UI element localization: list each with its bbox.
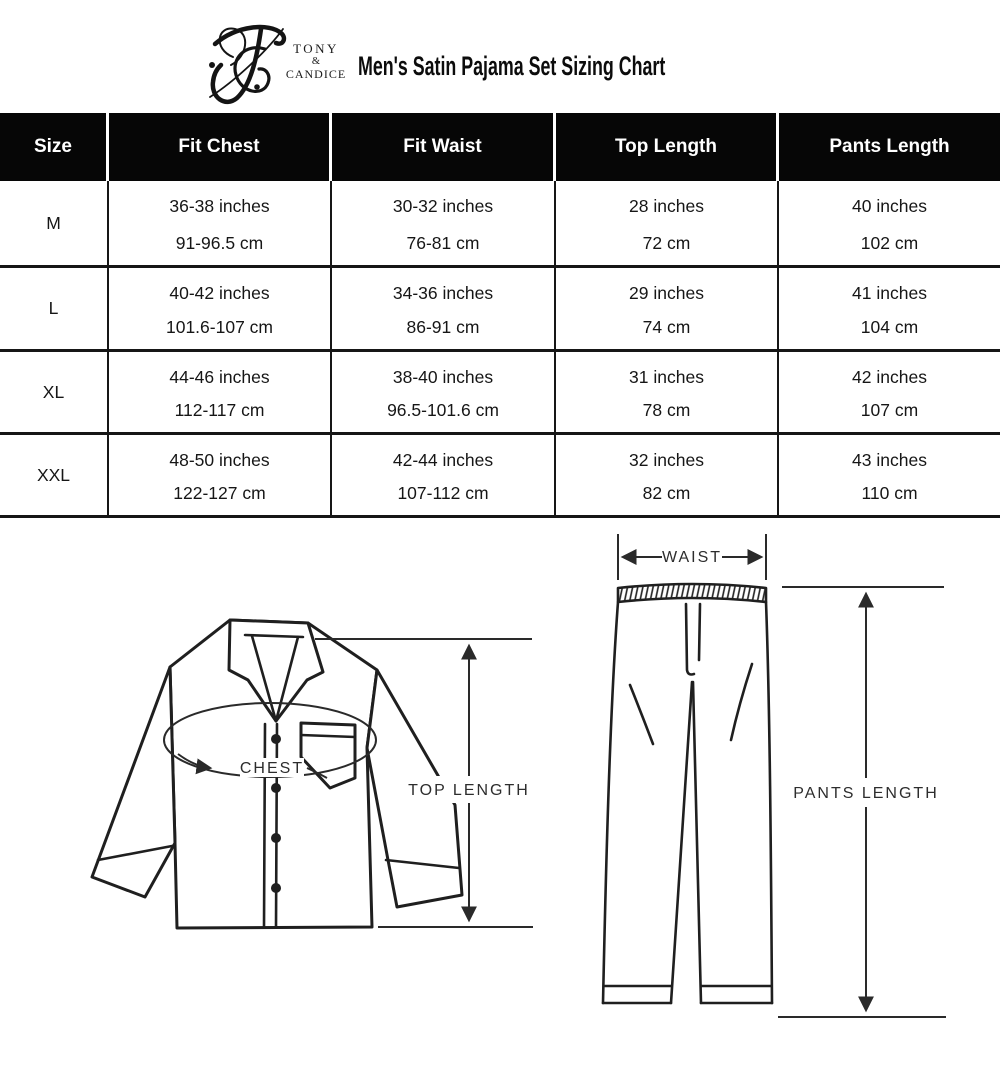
page-title: Men's Satin Pajama Set Sizing Chart: [358, 51, 666, 81]
col-header-top-length: Top Length: [556, 113, 779, 181]
value-inches: 30-32 inches: [392, 196, 494, 216]
value-cm: 112-117 cm: [174, 400, 265, 420]
value-inches: 40-42 inches: [169, 283, 270, 303]
value-cm: 82 cm: [642, 483, 691, 503]
cell-fit-waist: [332, 352, 556, 432]
shirt-left-sleeve: [92, 667, 175, 897]
cell-size: XXL: [0, 435, 109, 515]
right-leg-outer: [766, 602, 772, 1003]
value-inches: 32 inches: [629, 450, 704, 470]
value-cm: 122-127 cm: [173, 483, 266, 503]
col-header-size: Size: [0, 113, 109, 181]
value-cm: 107 cm: [860, 400, 919, 420]
value-cm: 96.5-101.6 cm: [387, 400, 499, 420]
fly-line-left: [686, 604, 694, 675]
value-inches: 34-36 inches: [392, 283, 494, 303]
value-inches: 40 inches: [852, 196, 927, 216]
table-row: [0, 435, 1000, 518]
left-leg-inner: [671, 682, 692, 1003]
brand-name: [284, 42, 348, 80]
right-leg-inner: [693, 682, 701, 1003]
value-cm: 72 cm: [642, 233, 691, 253]
cell-top-length: [556, 435, 779, 515]
size-table: [0, 113, 1000, 518]
cell-fit-waist: [332, 181, 556, 265]
brand-line-amp: &: [311, 55, 321, 67]
pants-length-label: PANTS LENGTH: [793, 785, 939, 802]
value-inches: 28 inches: [629, 196, 704, 216]
value-inches: 38-40 inches: [392, 367, 494, 387]
pajama-top-diagram: [60, 560, 540, 980]
value-inches: 36-38 inches: [169, 196, 270, 216]
right-crease-line: [731, 664, 752, 740]
value-cm: 86-91 cm: [406, 317, 480, 337]
table-row: [0, 352, 1000, 435]
table-row: [0, 268, 1000, 352]
fly-line-right: [699, 604, 700, 660]
value-inches: 44-46 inches: [169, 367, 270, 387]
cell-size: L: [0, 268, 109, 349]
top-length-label: TOP LENGTH: [408, 782, 530, 799]
left-crease-line: [630, 685, 653, 744]
value-inches: 48-50 inches: [169, 450, 270, 470]
cell-top-length: [556, 352, 779, 432]
cell-pants-length: [779, 435, 1000, 515]
cell-fit-waist: [332, 435, 556, 515]
left-leg-outer: [603, 602, 618, 1003]
placket-line-right: [276, 724, 277, 927]
value-inches: 31 inches: [629, 367, 704, 387]
pajama-pants-diagram: [540, 530, 1000, 1067]
cell-pants-length: [779, 268, 1000, 349]
cell-fit-chest: [109, 435, 332, 515]
value-cm: 78 cm: [642, 400, 691, 420]
placket-line-left: [264, 724, 265, 927]
table-row: [0, 181, 1000, 268]
cell-top-length: [556, 268, 779, 349]
waist-label: WAIST: [661, 549, 723, 566]
col-header-fit-waist: Fit Waist: [332, 113, 556, 181]
value-inches: 29 inches: [629, 283, 704, 303]
brand-line-candice: CANDICE: [285, 66, 347, 81]
value-inches: 41 inches: [852, 283, 927, 303]
cell-pants-length: [779, 181, 1000, 265]
pants-waistband: [618, 584, 766, 602]
value-inches: 42 inches: [852, 367, 927, 387]
chest-label: CHEST: [239, 760, 305, 777]
value-cm: 91-96.5 cm: [175, 233, 264, 253]
value-inches: 43 inches: [852, 450, 927, 470]
cell-fit-chest: [109, 352, 332, 432]
col-header-fit-chest: Fit Chest: [109, 113, 332, 181]
value-cm: 101.6-107 cm: [165, 317, 273, 337]
brand-line-tony: TONY: [293, 41, 339, 56]
cell-pants-length: [779, 352, 1000, 432]
brand-monogram-icon: [203, 17, 288, 105]
value-cm: 74 cm: [642, 317, 691, 337]
cell-top-length: [556, 181, 779, 265]
value-inches: 42-44 inches: [392, 450, 494, 470]
table-header-row: [0, 113, 1000, 181]
value-cm: 104 cm: [860, 317, 919, 337]
value-cm: 110 cm: [861, 483, 918, 503]
value-cm: 107-112 cm: [397, 483, 489, 503]
cell-size: M: [0, 181, 109, 265]
cell-size: XL: [0, 352, 109, 432]
cell-fit-waist: [332, 268, 556, 349]
cell-fit-chest: [109, 181, 332, 265]
value-cm: 102 cm: [860, 233, 919, 253]
col-header-pants-length: Pants Length: [829, 136, 950, 157]
value-cm: 76-81 cm: [406, 233, 480, 253]
cell-fit-chest: [109, 268, 332, 349]
